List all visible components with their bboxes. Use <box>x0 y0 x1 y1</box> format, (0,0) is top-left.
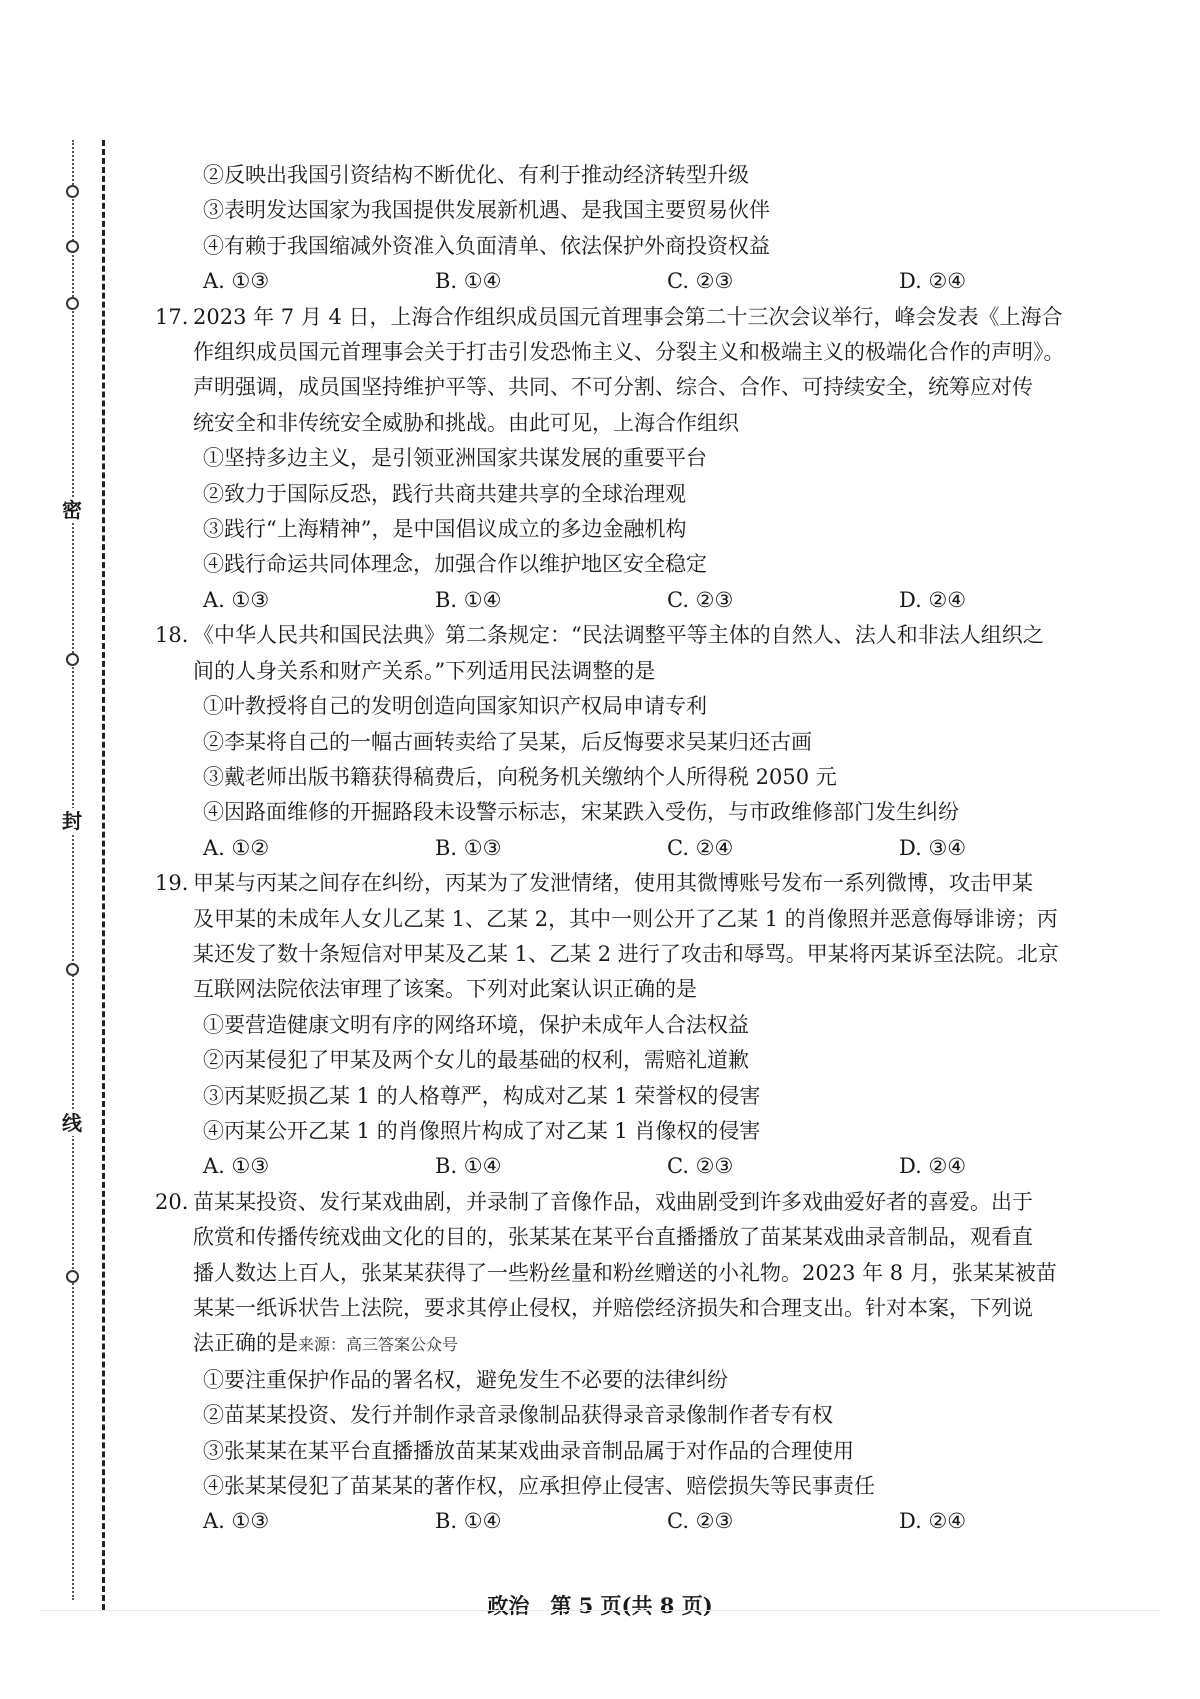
question-stem-line: 17. 2023 年 7 月 4 日，上海合作组织成员国元首理事会第二十三次会议举行，峰会发表《上海合 <box>155 300 1145 335</box>
option: ④因路面维修的开掘路段未设警示标志，宋某跌入受伤，与市政维修部门发生纠纷 <box>203 800 959 825</box>
choice-c[interactable]: C. ②③ <box>667 587 734 612</box>
choice-c[interactable]: C. ②③ <box>667 269 734 294</box>
question-stem-line: 20. 苗某某投资、发行某戏曲剧，并录制了音像作品，戏曲剧受到许多戏曲爱好者的喜爱。出于 <box>155 1185 1145 1220</box>
option: ③丙某贬损乙某 1 的人格尊严，构成对乙某 1 荣誉权的侵害 <box>203 1083 761 1108</box>
question-stem-line: 间的人身关系和财产关系。”下列适用民法调整的是 <box>193 658 656 683</box>
seal-char-mi: 密 <box>58 497 86 523</box>
option: ③张某某在某平台直播播放苗某某戏曲录音制品属于对作品的合理使用 <box>203 1438 854 1463</box>
binding-ring-icon <box>66 1270 79 1283</box>
questions-content <box>155 158 1145 1540</box>
choice-d[interactable]: D. ②④ <box>899 587 967 612</box>
seal-char-feng: 封 <box>58 808 86 834</box>
binding-dotted-line <box>72 140 74 1600</box>
question-19 <box>155 866 1145 1185</box>
option: ③践行“上海精神”，是中国倡议成立的多边金融机构 <box>203 517 687 542</box>
binding-ring-icon <box>66 185 79 198</box>
option: ①要营造健康文明有序的网络环境，保护未成年人合法权益 <box>203 1012 749 1037</box>
choice-c[interactable]: C. ②③ <box>667 1154 734 1179</box>
source-note: 来源：高三答案公众号 <box>298 1335 459 1355</box>
choice-a[interactable]: A. ①③ <box>203 1154 270 1179</box>
option: ④践行命运共同体理念，加强合作以维护地区安全稳定 <box>203 552 707 577</box>
option: ③表明发达国家为我国提供发展新机遇、是我国主要贸易伙伴 <box>203 198 770 223</box>
question-17 <box>155 300 1145 619</box>
answer-choices <box>155 831 1145 866</box>
choice-b[interactable]: B. ①③ <box>435 835 502 860</box>
option: ②李某将自己的一幅古画转卖给了吴某，后反悔要求吴某归还古画 <box>203 729 812 754</box>
question-number: 18. <box>155 623 189 648</box>
option: ④丙某公开乙某 1 的肖像照片构成了对乙某 1 肖像权的侵害 <box>203 1118 761 1143</box>
bottom-rule <box>40 1610 1160 1611</box>
option: ④张某某侵犯了苗某某的著作权，应承担停止侵害、赔偿损失等民事责任 <box>203 1474 875 1499</box>
binding-ring-icon <box>66 653 79 666</box>
choice-c[interactable]: C. ②④ <box>667 835 734 860</box>
question-stem-line: 法正确的是来源：高三答案公众号 <box>193 1331 459 1356</box>
option: ②苗某某投资、发行并制作录音录像制品获得录音录像制作者专有权 <box>203 1403 833 1428</box>
question-number: 17. <box>155 304 189 329</box>
choice-c[interactable]: C. ②③ <box>667 1509 734 1534</box>
question-stem-line: 播人数达上百人，张某某获得了一些粉丝量和粉丝赠送的小礼物。2023 年 8 月，张某某被苗 <box>193 1260 1057 1285</box>
option: ②丙某侵犯了甲某及两个女儿的最基础的权利，需赔礼道歉 <box>203 1048 749 1073</box>
question-16-tail <box>155 158 1145 300</box>
binding-ring-icon <box>66 297 79 310</box>
question-stem-line: 互联网法院依法审理了该案。下列对此案认识正确的是 <box>193 977 697 1002</box>
option: ②反映出我国引资结构不断优化、有利于推动经济转型升级 <box>203 163 749 187</box>
choice-d[interactable]: D. ③④ <box>899 835 967 860</box>
option: ①坚持多边主义，是引领亚洲国家共谋发展的重要平台 <box>203 446 707 471</box>
question-stem-line: 声明强调，成员国坚持维护平等、共同、不可分割、综合、合作、可持续安全，统筹应对传 <box>193 375 1033 400</box>
question-stem-line: 作组织成员国元首理事会关于打击引发恐怖主义、分裂主义和极端主义的极端化合作的声明》。 <box>193 340 1065 365</box>
question-number: 19. <box>155 871 189 896</box>
seal-char-xian: 线 <box>58 1110 86 1136</box>
question-stem-line: 18. 《中华人民共和国民法典》第二条规定：“民法调整平等主体的自然人、法人和非法人组织之 <box>155 618 1145 653</box>
answer-choices <box>155 1504 1145 1539</box>
question-stem-line: 19. 甲某与丙某之间存在纠纷，丙某为了发泄情绪，使用其微博账号发布一系列微博，攻击甲某 <box>155 866 1145 901</box>
answer-choices <box>155 583 1145 618</box>
question-stem-line: 及甲某的未成年人女儿乙某 1、乙某 2，其中一则公开了乙某 1 的肖像照并恶意侮辱诽谤；丙 <box>193 906 1058 931</box>
question-20 <box>155 1185 1145 1540</box>
option: ②致力于国际反恐，践行共商共建共享的全球治理观 <box>203 481 686 506</box>
question-number: 20. <box>155 1189 189 1214</box>
choice-d[interactable]: D. ②④ <box>899 1154 967 1179</box>
question-stem-line: 统安全和非传统安全威胁和挑战。由此可见，上海合作组织 <box>193 410 739 435</box>
choice-b[interactable]: B. ①④ <box>435 587 502 612</box>
question-stem-line: 某某一纸诉状告上法院，要求其停止侵权，并赔偿经济损失和合理支出。针对本案，下列说 <box>193 1296 1033 1320</box>
choice-d[interactable]: D. ②④ <box>899 1509 967 1534</box>
option: ④有赖于我国缩减外资准入负面清单、依法保护外商投资权益 <box>203 233 770 258</box>
page-footer: 政治 第 5 页(共 8 页) <box>487 1593 713 1618</box>
choice-a[interactable]: A. ①③ <box>203 587 270 612</box>
choice-d[interactable]: D. ②④ <box>899 269 967 294</box>
option: ①叶教授将自己的发明创造向国家知识产权局申请专利 <box>203 694 707 719</box>
choice-a[interactable]: A. ①③ <box>203 1509 270 1534</box>
choice-a[interactable]: A. ①② <box>203 835 270 860</box>
answer-choices <box>155 1149 1145 1184</box>
choice-b[interactable]: B. ①④ <box>435 269 502 294</box>
question-18 <box>155 618 1145 866</box>
question-stem-line: 欣赏和传播传统戏曲文化的目的，张某某在某平台直播播放了苗某某戏曲录音制品，观看直 <box>193 1225 1033 1250</box>
binding-dashed-line <box>102 140 105 1610</box>
answer-choices <box>155 264 1145 299</box>
choice-b[interactable]: B. ①④ <box>435 1154 502 1179</box>
option: ③戴老师出版书籍获得稿费后，向税务机关缴纳个人所得税 2050 元 <box>203 764 837 789</box>
question-stem-line: 某还发了数十条短信对甲某及乙某 1、乙某 2 进行了攻击和辱骂。甲某将丙某诉至法院。北京 <box>193 941 1059 966</box>
binding-ring-icon <box>66 963 79 976</box>
binding-ring-icon <box>66 240 79 253</box>
option: ①要注重保护作品的署名权，避免发生不必要的法律纠纷 <box>203 1367 728 1392</box>
choice-b[interactable]: B. ①④ <box>435 1509 502 1534</box>
choice-a[interactable]: A. ①③ <box>203 269 270 294</box>
